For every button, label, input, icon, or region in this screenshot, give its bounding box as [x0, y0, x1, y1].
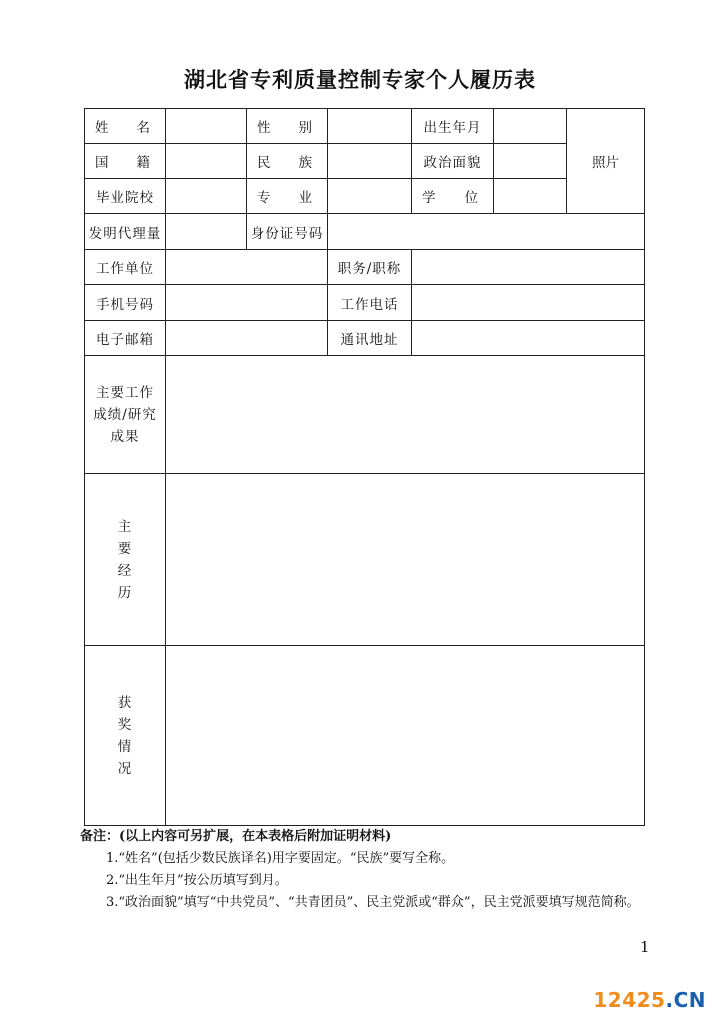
achievements-label: 主要工作 成绩/研究 成果	[85, 356, 166, 474]
page-number: 1	[640, 938, 650, 956]
work-unit-label: 工作单位	[85, 250, 166, 285]
photo-cell[interactable]: 照片	[567, 109, 645, 214]
note-item: 3.“政治面貌”填写“中共党员”、“共青团员”、民主党派或“群众”，民主党派要填写规范简称。	[106, 895, 640, 910]
ethnicity-field[interactable]	[328, 144, 412, 179]
notes-section	[80, 826, 650, 914]
experience-field[interactable]	[166, 474, 645, 646]
ethnicity-label: 民 族	[247, 144, 328, 179]
awards-field[interactable]	[166, 646, 645, 826]
watermark-dot: .	[665, 988, 674, 1012]
watermark-logo	[593, 988, 706, 1012]
achievements-field[interactable]	[166, 356, 645, 474]
email-label: 电子邮箱	[85, 321, 166, 356]
position-label: 职务/职称	[328, 250, 412, 285]
note-item: 1.“姓名”(包括少数民族译名)用字要固定。“民族”要写全称。	[106, 851, 455, 866]
political-field[interactable]	[494, 144, 567, 179]
birth-field[interactable]	[494, 109, 567, 144]
work-phone-label: 工作电话	[328, 285, 412, 321]
major-field[interactable]	[328, 179, 412, 214]
note-item: 2.“出生年月”按公历填写到月。	[106, 873, 288, 888]
awards-label: 获 奖 情 况	[85, 646, 166, 826]
major-label: 专 业	[247, 179, 328, 214]
id-number-label: 身份证号码	[247, 214, 328, 250]
gender-field[interactable]	[328, 109, 412, 144]
position-field[interactable]	[412, 250, 645, 285]
resume-form-table	[84, 108, 645, 826]
agent-count-field[interactable]	[166, 214, 247, 250]
agent-count-label: 发明代理量	[85, 214, 166, 250]
nationality-field[interactable]	[166, 144, 247, 179]
name-label: 姓 名	[85, 109, 166, 144]
notes-heading: 备注：(以上内容可另扩展，在本表格后附加证明材料)	[80, 829, 392, 844]
nationality-label: 国 籍	[85, 144, 166, 179]
school-field[interactable]	[166, 179, 247, 214]
work-phone-field[interactable]	[412, 285, 645, 321]
mobile-field[interactable]	[166, 285, 328, 321]
political-label: 政治面貌	[412, 144, 494, 179]
name-field[interactable]	[166, 109, 247, 144]
watermark-suffix: CN	[673, 988, 706, 1012]
mobile-label: 手机号码	[85, 285, 166, 321]
experience-label: 主 要 经 历	[85, 474, 166, 646]
id-number-field[interactable]	[328, 214, 645, 250]
work-unit-field[interactable]	[166, 250, 328, 285]
school-label: 毕业院校	[85, 179, 166, 214]
gender-label: 性 别	[247, 109, 328, 144]
page-title: 湖北省专利质量控制专家个人履历表	[184, 68, 536, 92]
degree-field[interactable]	[494, 179, 567, 214]
birth-label: 出生年月	[412, 109, 494, 144]
degree-label: 学 位	[412, 179, 494, 214]
watermark-number: 12425	[593, 988, 666, 1012]
email-field[interactable]	[166, 321, 328, 356]
address-label: 通讯地址	[328, 321, 412, 356]
address-field[interactable]	[412, 321, 645, 356]
